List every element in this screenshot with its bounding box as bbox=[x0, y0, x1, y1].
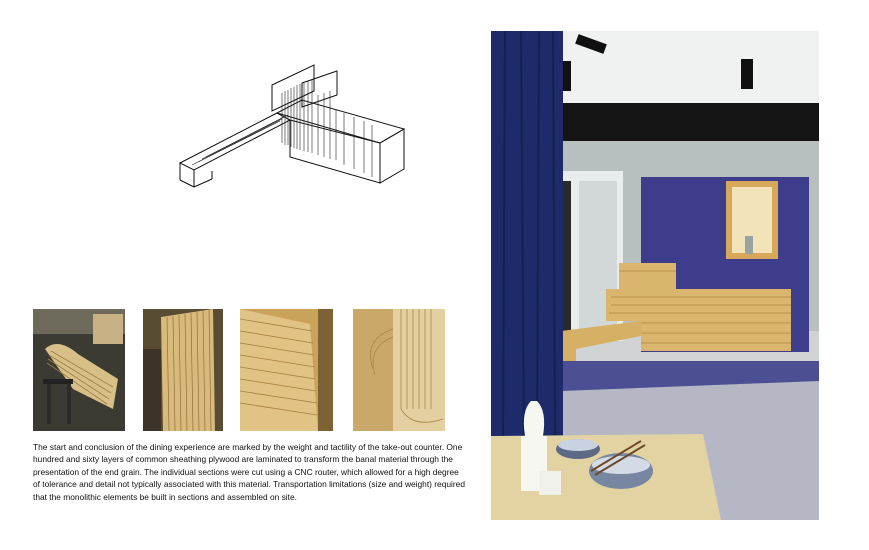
project-description-caption: The start and conclusion of the dining experience are marked by the weight and tactility of the take-out counter. One hundred and sixty layers of common sheathing plywood are laminated to transform the banal material through the presentation of the end grain. The individual sections were cut using a CNC router, which allowed for a high degree of tolerance and detail not typically associated with this material. Transportation limitations (size and weight) required that the monolithic elements be built in sections and assembled on site. bbox=[33, 442, 465, 502]
photo-plywood-stack-workshop bbox=[33, 309, 125, 431]
photo-restaurant-interior bbox=[491, 31, 819, 520]
photo-end-grain-edge bbox=[240, 309, 333, 431]
photo-curved-end-grain-detail bbox=[353, 309, 445, 431]
counter-axonometric-drawing bbox=[172, 55, 417, 205]
photo-laminated-panel-closeup bbox=[143, 309, 223, 431]
